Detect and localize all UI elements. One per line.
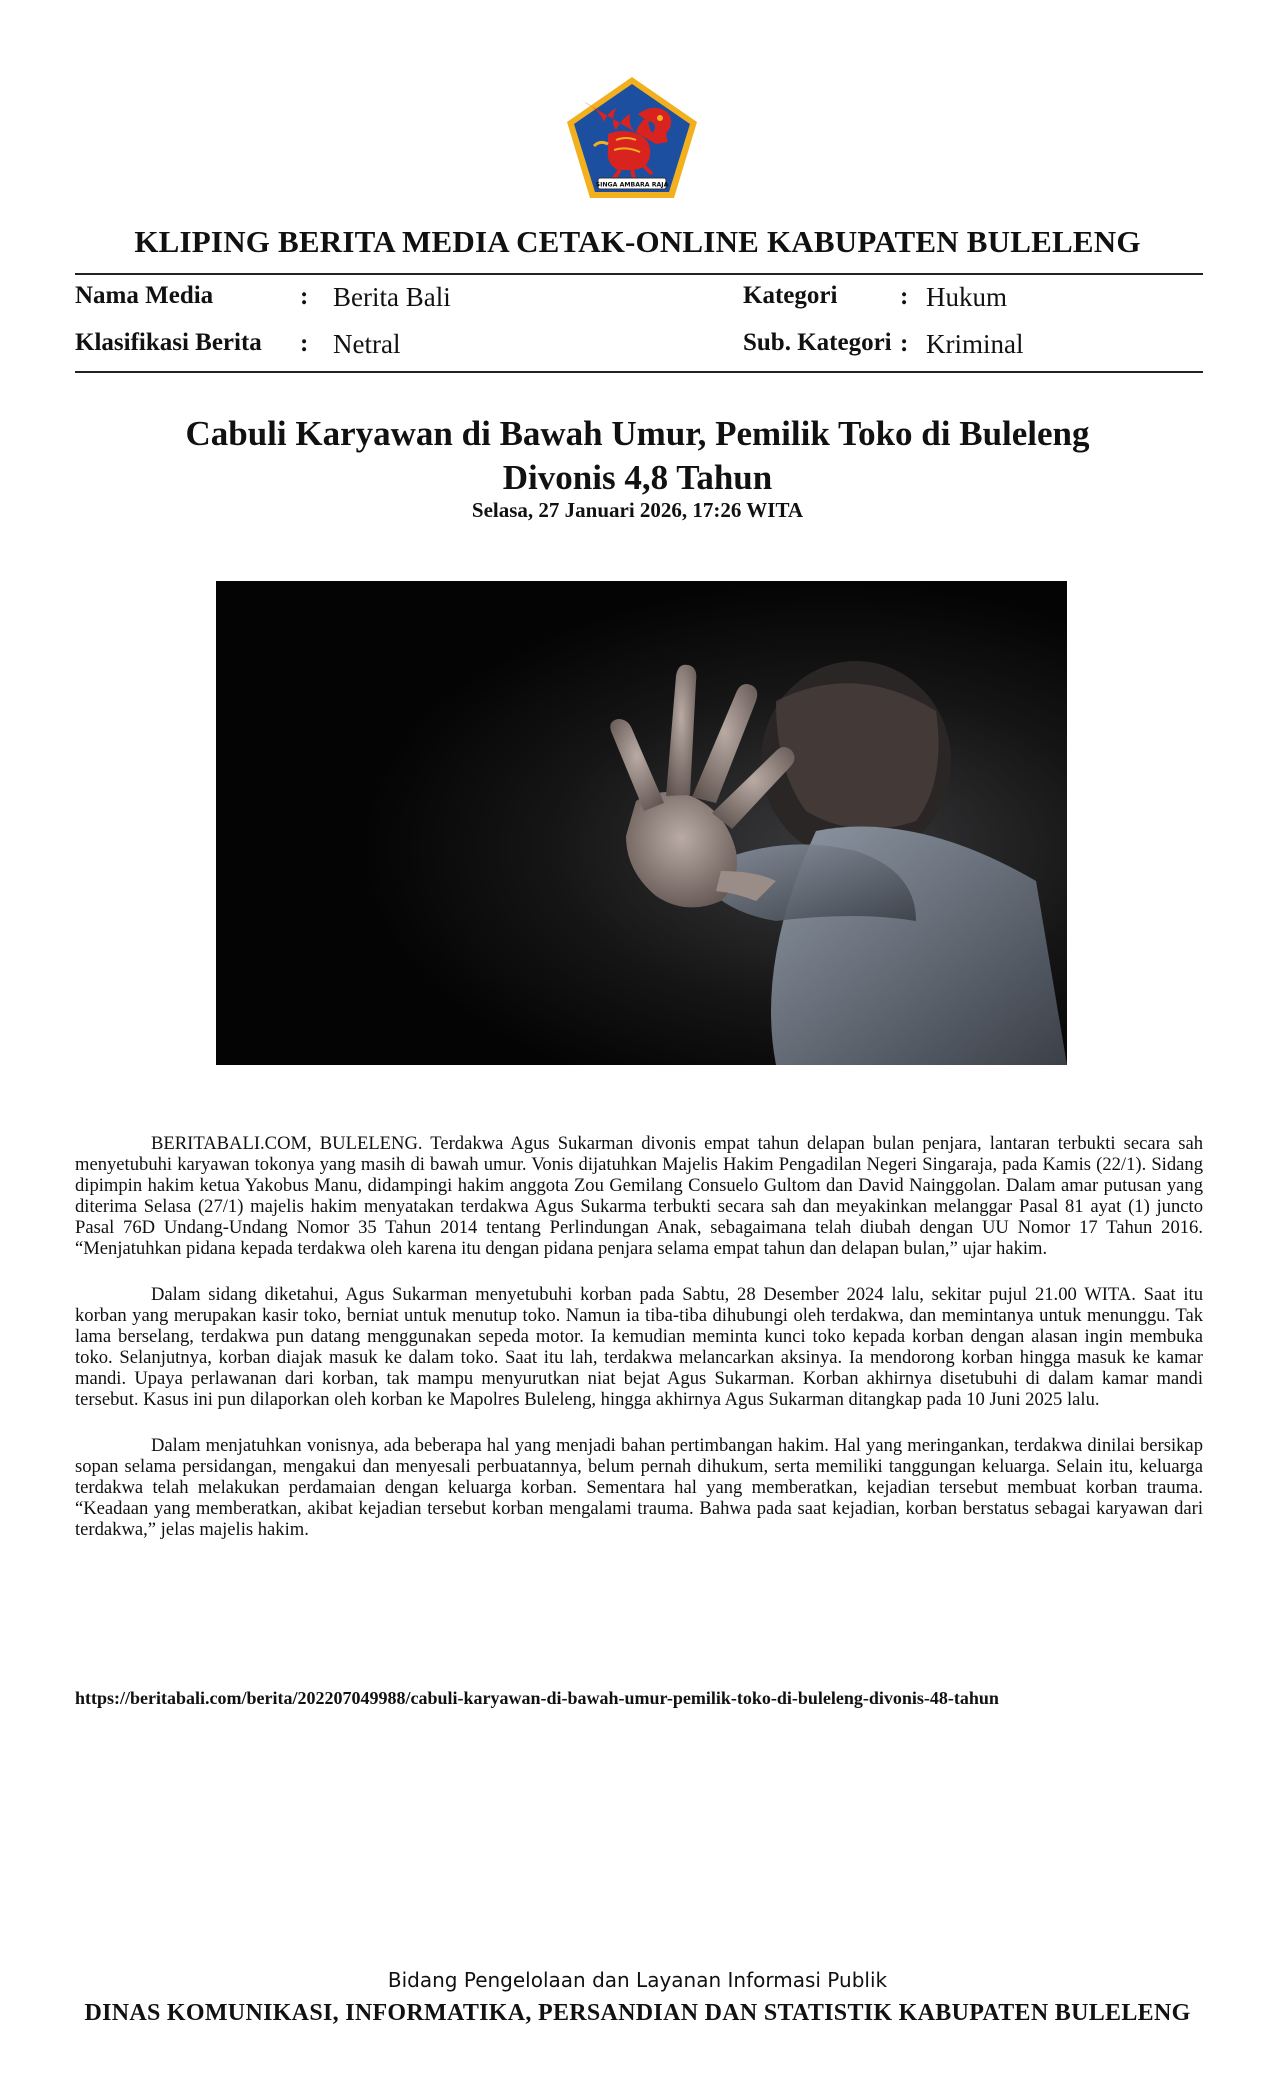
header-divider-top xyxy=(75,273,1203,275)
article-headline xyxy=(0,412,1275,500)
clipping-title: KLIPING BERITA MEDIA CETAK-ONLINE KABUPATEN BULELENG xyxy=(134,224,1141,259)
headline-line-1: Cabuli Karyawan di Bawah Umur, Pemilik Toko di Buleleng xyxy=(185,414,1090,453)
category-separator: : xyxy=(900,283,909,310)
footer-agency-name: DINAS KOMUNIKASI, INFORMATIKA, PERSANDIAN DAN STATISTIK KABUPATEN BULELENG xyxy=(84,2000,1191,2026)
subcategory-label: Sub. Kategori xyxy=(743,329,892,356)
article-paragraph-3: Dalam menjatuhkan vonisnya, ada beberapa hal yang menjadi bahan pertimbangan hakim. Hal yang meringankan, terdakwa dinilai bersikap sopan selama persidangan, mengakui dan menyesali perbuatannya, belum pernah dihukum, serta memiliki tanggungan keluarga. Selain itu, keluarga terdakwa telah melakukan perdamaian dengan keluarga korban. Sementara hal yang memberatkan, kejadian tersebut membuat korban trauma. “Keadaan yang memberatkan, akibat kejadian tersebut korban mengalami trauma. Bahwa pada saat kejadian, korban berstatus sebagai karyawan dari terdakwa,” jelas majelis hakim. xyxy=(75,1435,1203,1540)
article-body xyxy=(75,1133,1203,1565)
header-divider-bottom xyxy=(75,371,1203,373)
article-paragraph-1: BERITABALI.COM, BULELENG. Terdakwa Agus Sukarman divonis empat tahun delapan bulan penjara, lantaran terbukti secara sah menyetubuhi karyawan tokonya yang masih di bawah umur. Vonis dijatuhkan Majelis Hakim Pengadilan Negeri Singaraja, pada Kamis (22/1). Sidang dipimpin hakim ketua Yakobus Manu, didampingi hakim anggota Zou Gemilang Consuelo Gultom dan David Nainggolan. Dalam amar putusan yang diterima Selasa (27/1) majelis hakim menyatakan terdakwa Agus Sukarma terbukti secara sah dan meyakinkan melanggar Pasal 81 ayat (1) juncto Pasal 76D Undang-Undang Nomor 35 Tahun 2014 tentang Perlindungan Anak, sebagaimana telah diubah dengan UU Nomor 17 Tahun 2016. “Menjatuhkan pidana kepada terdakwa oleh karena itu dengan pidana penjara selama empat tahun dan delapan bulan,” ujar hakim. xyxy=(75,1133,1203,1259)
article-photo xyxy=(216,581,1067,1065)
media-name-label: Nama Media xyxy=(75,282,214,309)
raised-hand-photo-icon xyxy=(216,581,1067,1065)
classification-separator: : xyxy=(300,330,309,357)
headline-line-2: Divonis 4,8 Tahun xyxy=(502,458,773,497)
classification-value: Netral xyxy=(333,329,401,359)
article-paragraph-2: Dalam sidang diketahui, Agus Sukarman menyetubuhi korban pada Sabtu, 28 Desember 2024 lalu, sekitar pujul 21.00 WITA. Saat itu korban yang merupakan kasir toko, berniat untuk menutup toko. Namun ia tiba-tiba dihubungi oleh terdakwa, dan memintanya untuk menunggu. Tak lama berselang, terdakwa pun datang menggunakan sepeda motor. Ia kemudian meminta kunci toko kepada korban dengan alasan ingin membuka toko. Selanjutnya, korban diajak masuk ke dalam toko. Saat itu lah, terdakwa melancarkan aksinya. Ia mendorong korban hingga masuk ke kamar mandi. Upaya perlawanan dari korban, tak mampu menyurutkan niat bejat Agus Sukarman. Korban akhirnya disetubuhi di dalam kamar mandi tersebut. Kasus ini pun dilaporkan oleh korban ke Mapolres Buleleng, hingga akhirnya Agus Sukarman ditangkap pada 10 Juni 2025 lalu. xyxy=(75,1284,1203,1410)
buleleng-emblem-logo xyxy=(564,74,700,202)
classification-label: Klasifikasi Berita xyxy=(75,329,262,356)
category-value: Hukum xyxy=(926,282,1007,312)
svg-text:SINGA AMBARA RAJA: SINGA AMBARA RAJA xyxy=(595,181,669,189)
media-name-separator: : xyxy=(300,283,309,310)
subcategory-value: Kriminal xyxy=(926,329,1024,359)
footer-unit-name: Bidang Pengelolaan dan Layanan Informasi Publik xyxy=(387,1968,888,1992)
category-label: Kategori xyxy=(743,282,838,309)
source-link[interactable]: https://beritabali.com/berita/202207049988/cabuli-karyawan-di-bawah-umur-pemilik-toko-di-buleleng-divonis-48-tahun xyxy=(75,1688,999,1708)
buleleng-regency-emblem-icon xyxy=(564,74,700,202)
media-name-value: Berita Bali xyxy=(333,282,451,312)
article-dateline: Selasa, 27 Januari 2026, 17:26 WITA xyxy=(471,498,804,522)
subcategory-separator: : xyxy=(900,330,909,357)
